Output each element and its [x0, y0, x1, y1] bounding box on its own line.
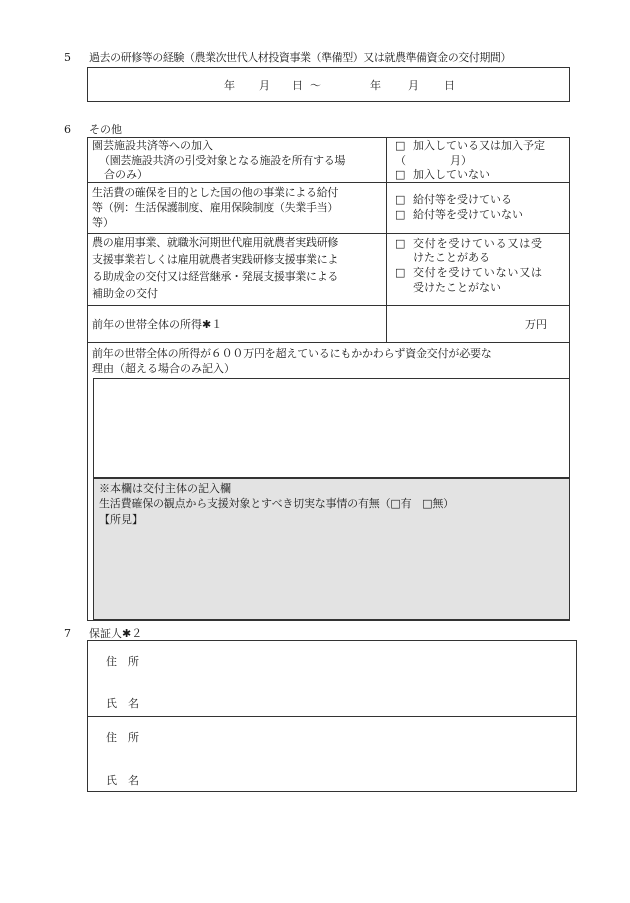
option-label: 交付を受けている又は受 [413, 237, 543, 250]
end-day-label: 日 [444, 79, 455, 92]
row-label-line: 等） [92, 216, 114, 229]
reason-label-line: 理由（超える場合のみ記入） [92, 362, 235, 375]
official-question: 生活費確保の観点から支援対象とすべき切実な事情の有無（□有 □無） [99, 497, 454, 510]
option-label: 受けたことがない [413, 281, 501, 294]
row-label-line: 農の雇用事業、就職氷河期世代雇用就農者実践研修 [92, 236, 339, 249]
official-opinion-label: 【所見】 [99, 513, 143, 526]
section5-number: 5 [64, 51, 71, 64]
row-divider [87, 182, 570, 183]
month-placeholder[interactable]: （ 月） [395, 154, 472, 167]
row-label-line: 支援事業若しくは雇用就農者実践研修支援事業によ [92, 253, 339, 266]
checkbox-icon[interactable]: □ [395, 139, 406, 152]
end-month-label: 月 [408, 79, 419, 92]
checkbox-icon[interactable]: □ [395, 193, 406, 206]
end-year-label: 年 [370, 79, 381, 92]
option-label: けたことがある [413, 251, 490, 264]
section6-number: 6 [64, 123, 71, 136]
training-period-box[interactable] [87, 67, 570, 102]
row-label-line: 補助金の交付 [92, 287, 158, 300]
checkbox-icon[interactable]: □ [395, 208, 406, 221]
reason-input[interactable] [93, 378, 570, 478]
household-income-input[interactable] [387, 306, 517, 341]
guarantor-name-input[interactable] [145, 764, 565, 790]
checkbox-icon[interactable]: □ [395, 266, 406, 279]
guarantor-name-input[interactable] [145, 688, 565, 714]
household-income-label: 前年の世帯全体の所得✱１ [92, 318, 223, 331]
row-label-line: る助成金の交付又は経営継承・発展支援事業による [92, 270, 339, 283]
section5-title: 過去の研修等の経験（農業次世代人材投資事業（準備型）又は就農準備資金の交付期間） [89, 51, 511, 64]
row-label-line: 園芸施設共済等への加入 [92, 139, 213, 152]
guarantor-divider [87, 716, 577, 717]
start-year-label: 年 [224, 79, 235, 92]
section6-title: その他 [89, 123, 122, 136]
guarantor-address-input[interactable] [145, 722, 565, 750]
row-divider [87, 233, 570, 234]
checkbox-icon[interactable]: □ [395, 237, 406, 250]
option-label: 交付を受けていない又は [413, 266, 543, 279]
option-label: 給付等を受けている [413, 193, 512, 206]
guarantor-address-input[interactable] [145, 648, 565, 676]
income-unit: 万円 [525, 318, 547, 331]
option-label: 加入している又は加入予定 [413, 139, 545, 152]
range-separator: 〜 [310, 79, 321, 92]
official-note: ※本欄は交付主体の記入欄 [99, 482, 231, 495]
row-label-line: 合のみ） [104, 168, 148, 181]
start-month-label: 月 [259, 79, 270, 92]
guarantor-address-label: 住 所 [106, 655, 139, 668]
official-use-area [93, 478, 570, 620]
reason-label-line: 前年の世帯全体の所得が６００万円を超えているにもかかわらず資金交付が必要な [92, 347, 492, 360]
section7-number: 7 [64, 627, 71, 640]
guarantor-name-label: 氏 名 [106, 774, 139, 787]
row-label-line: （園芸施設共済の引受対象となる施設を所有する場 [99, 154, 346, 167]
checkbox-icon[interactable]: □ [395, 168, 406, 181]
row-label-line: 生活費の確保を目的とした国の他の事業による給付 [92, 186, 339, 199]
option-label: 加入していない [413, 168, 490, 181]
start-day-label: 日 [292, 79, 303, 92]
section7-title: 保証人✱２ [89, 627, 143, 640]
option-label: 給付等を受けていない [413, 208, 523, 221]
row-divider [87, 342, 570, 343]
guarantor-address-label: 住 所 [106, 731, 139, 744]
row-label-line: 等（例：生活保護制度、雇用保険制度（失業手当） [92, 201, 339, 214]
guarantor-name-label: 氏 名 [106, 697, 139, 710]
